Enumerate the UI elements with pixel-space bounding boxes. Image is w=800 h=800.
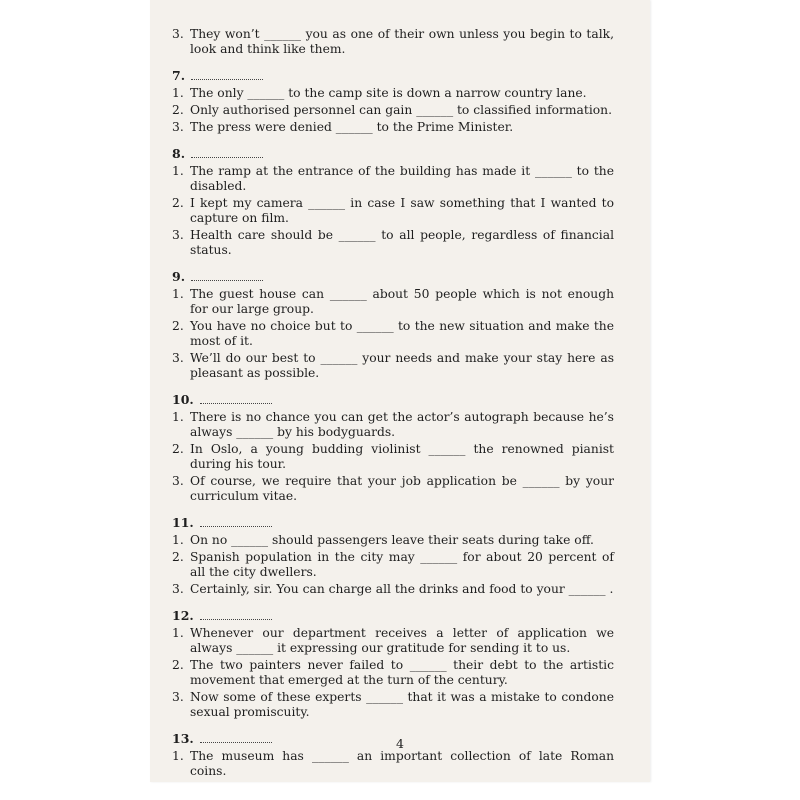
answer-dotted-line[interactable] xyxy=(200,608,272,620)
section-number: 13. xyxy=(172,731,194,746)
sentence-number: 1. xyxy=(172,626,184,640)
sentence-number: 1. xyxy=(172,86,184,100)
sentence-number: 3. xyxy=(172,582,184,596)
sentence-number: 2. xyxy=(172,103,184,117)
sentence-text: Only authorised personnel can gain ______ to classified information. xyxy=(190,103,612,117)
sentence-text: Of course, we require that your job application be ______ by your curriculum vitae. xyxy=(190,474,614,503)
exercise-section xyxy=(172,146,614,258)
sentence-number: 2. xyxy=(172,442,184,456)
sentence-number: 2. xyxy=(172,319,184,333)
sentence-number: 3. xyxy=(172,474,184,488)
sentence-text: They won’t ______ you as one of their own unless you begin to talk, look and think like them. xyxy=(190,27,614,56)
sentence-number: 1. xyxy=(172,410,184,424)
exercise-section xyxy=(172,392,614,504)
exercise-sentence xyxy=(172,690,614,720)
exercise-sentence xyxy=(172,410,614,440)
sentence-number: 1. xyxy=(172,287,184,301)
exercise-section xyxy=(172,608,614,720)
section-heading xyxy=(172,392,614,408)
sentence-number: 1. xyxy=(172,164,184,178)
exercise-sentence xyxy=(172,164,614,194)
sentence-text: The guest house can ______ about 50 people which is not enough for our large group. xyxy=(190,287,614,316)
section-heading xyxy=(172,68,614,84)
sentence-number: 3. xyxy=(172,351,184,365)
answer-dotted-line[interactable] xyxy=(191,68,263,80)
section-number: 12. xyxy=(172,608,194,623)
exercise-section xyxy=(172,68,614,135)
sentence-text: On no ______ should passengers leave their seats during take off. xyxy=(190,533,594,547)
sentence-text: The ramp at the entrance of the building has made it ______ to the disabled. xyxy=(190,164,614,193)
exercise-sentence xyxy=(172,626,614,656)
exercise-sentence xyxy=(172,533,614,548)
page-number: 4 xyxy=(396,736,404,751)
sentence-text: Certainly, sir. You can charge all the drinks and food to your ______ . xyxy=(190,582,614,596)
section-heading xyxy=(172,146,614,162)
sentence-text: Whenever our department receives a letter of application we always ______ it expressing our gratitude for sending it to us. xyxy=(190,626,614,655)
section-number: 8. xyxy=(172,146,186,161)
exercise-section xyxy=(172,269,614,381)
sentence-text: We’ll do our best to ______ your needs and make your stay here as pleasant as possible. xyxy=(190,351,614,380)
answer-dotted-line[interactable] xyxy=(191,146,263,158)
answer-dotted-line[interactable] xyxy=(200,515,272,527)
sentence-text: There is no chance you can get the actor’s autograph because he’s always ______ by his bodyguards. xyxy=(190,410,614,439)
section-number: 10. xyxy=(172,392,194,407)
exercise-sentence xyxy=(172,658,614,688)
exercise-sentence xyxy=(172,351,614,381)
section-number: 7. xyxy=(172,68,186,83)
exercise-content xyxy=(172,27,614,790)
section-number: 11. xyxy=(172,515,194,530)
exercise-sentence xyxy=(172,228,614,258)
section-heading xyxy=(172,515,614,531)
exercise-sentence xyxy=(172,120,614,135)
sentence-number: 3. xyxy=(172,120,184,134)
section-heading xyxy=(172,269,614,285)
exercise-sentence xyxy=(172,550,614,580)
sentence-number: 2. xyxy=(172,658,184,672)
exercise-sentence xyxy=(172,319,614,349)
exercise-sentence xyxy=(172,27,614,57)
sentence-number: 1. xyxy=(172,749,184,763)
exercise-sentence xyxy=(172,86,614,101)
sentence-text: Health care should be ______ to all people, regardless of financial status. xyxy=(190,228,614,257)
sentence-number: 2. xyxy=(172,196,184,210)
section-number: 9. xyxy=(172,269,186,284)
sentence-number: 3. xyxy=(172,228,184,242)
book-page xyxy=(150,0,650,782)
sentence-text: The press were denied ______ to the Prime Minister. xyxy=(190,120,514,134)
sentence-text: The museum has ______ an important collection of late Roman coins. xyxy=(190,749,614,778)
sentence-text: In Oslo, a young budding violinist ______ the renowned pianist during his tour. xyxy=(190,442,614,471)
exercise-section xyxy=(172,27,614,57)
sentence-text: The two painters never failed to ______ their debt to the artistic movement that emerged at the turn of the century. xyxy=(190,658,614,687)
exercise-sentence xyxy=(172,749,614,779)
exercise-sentence xyxy=(172,287,614,317)
sentence-text: Now some of these experts ______ that it was a mistake to condone sexual promiscuity. xyxy=(190,690,614,719)
exercise-sentence xyxy=(172,582,614,597)
sentence-number: 2. xyxy=(172,550,184,564)
exercise-sentence xyxy=(172,103,614,118)
sentence-text: The only ______ to the camp site is down a narrow country lane. xyxy=(190,86,587,100)
exercise-section xyxy=(172,515,614,597)
sentence-text: I kept my camera ______ in case I saw something that I wanted to capture on film. xyxy=(190,196,614,225)
answer-dotted-line[interactable] xyxy=(200,392,272,404)
answer-dotted-line[interactable] xyxy=(191,269,263,281)
sentence-number: 1. xyxy=(172,533,184,547)
exercise-sentence xyxy=(172,474,614,504)
exercise-sentence xyxy=(172,196,614,226)
sentence-text: Spanish population in the city may ______ for about 20 percent of all the city dwellers. xyxy=(190,550,614,579)
sentence-number: 3. xyxy=(172,27,184,41)
exercise-sentence xyxy=(172,442,614,472)
sentence-number: 3. xyxy=(172,690,184,704)
section-heading xyxy=(172,608,614,624)
sentence-text: You have no choice but to ______ to the new situation and make the most of it. xyxy=(190,319,614,348)
